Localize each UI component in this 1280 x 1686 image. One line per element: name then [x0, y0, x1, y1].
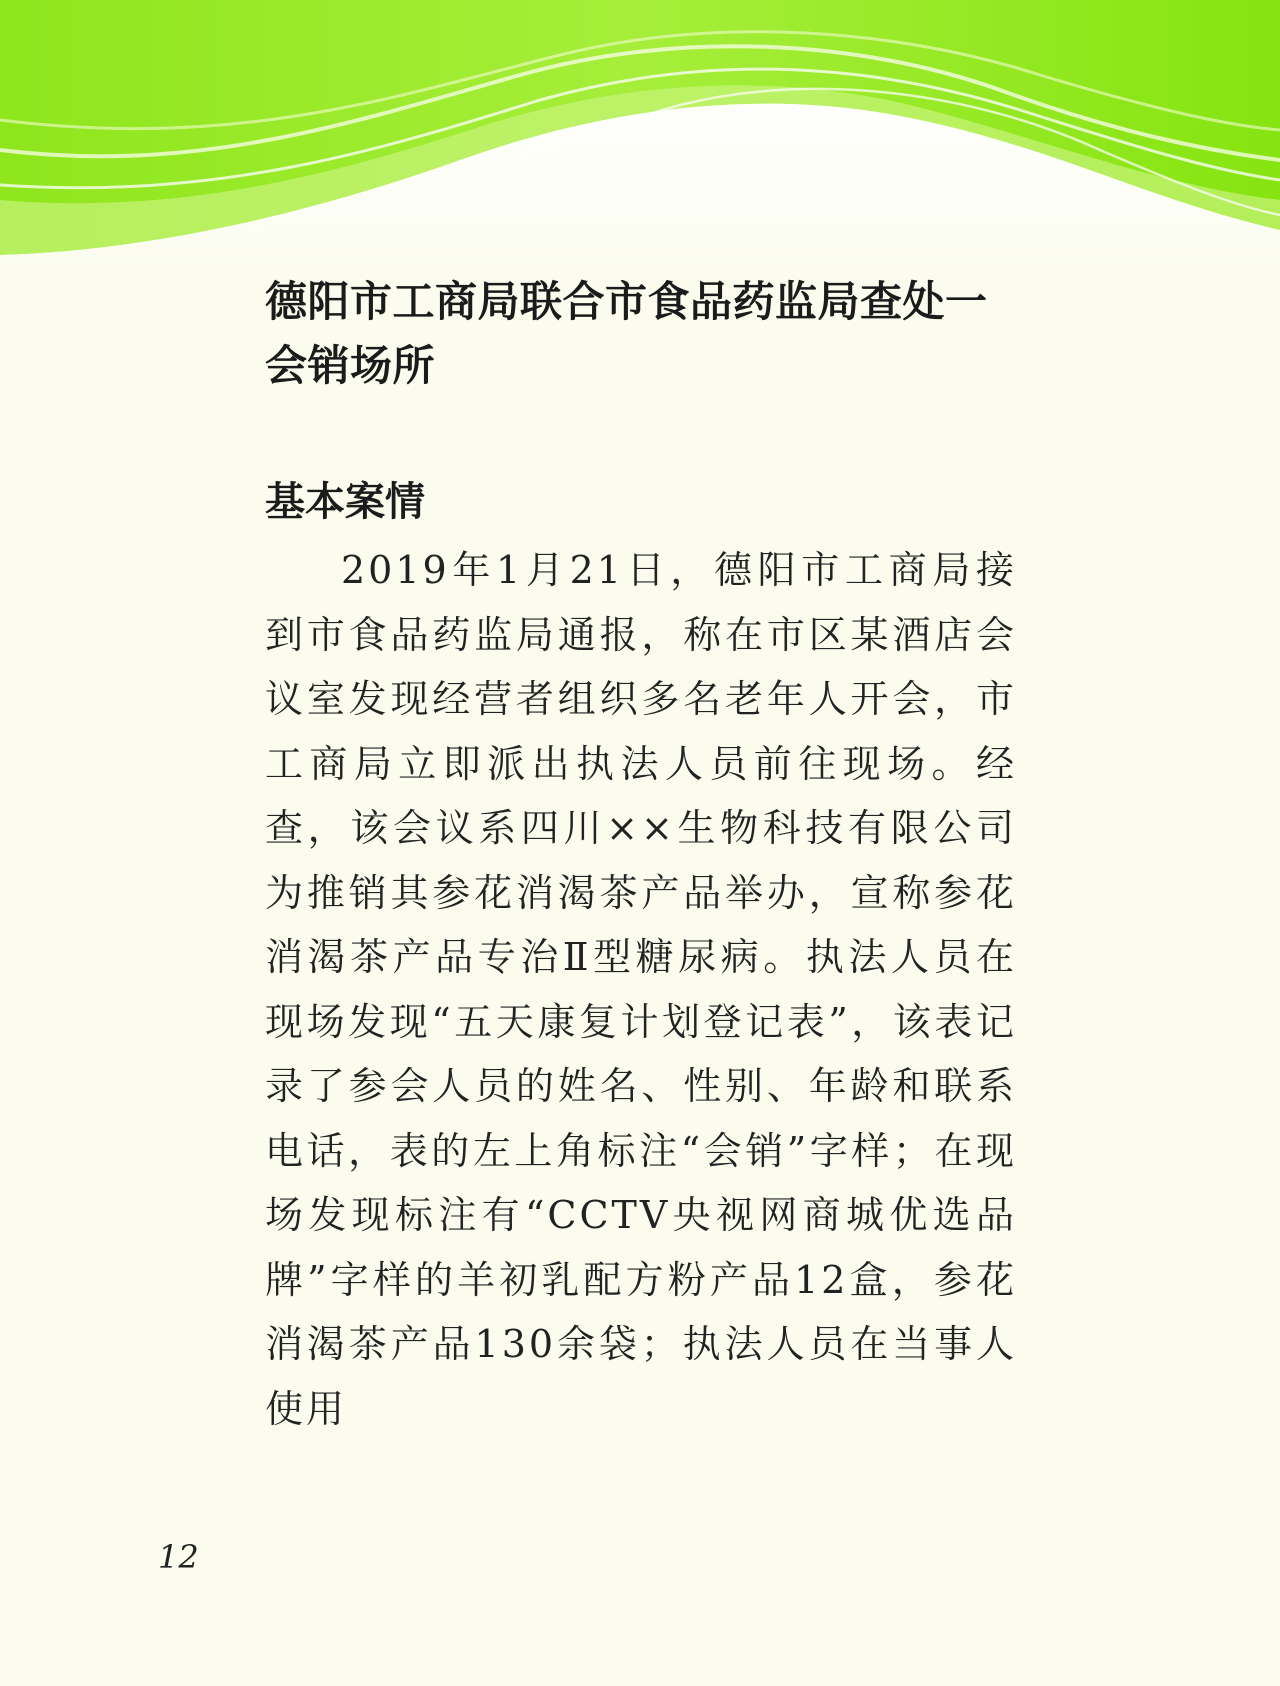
- page-number: 12: [158, 1538, 199, 1576]
- article-title: 德阳市工商局联合市食品药监局查处一会销场所: [265, 277, 988, 390]
- body-paragraph: 2019年1月21日，德阳市工商局接到市食品药监局通报，称在市区某酒店会议室发现经营者组织多名老年人开会，市工商局立即派出执法人员前往现场。经查，该会议系四川××生物科技有限公司为推销其参花消渴茶产品举办，宣称参花消渴茶产品专治Ⅱ型糖尿病。执法人员在现场发现“五天康复计划登记表”，该表记录了参会人员的姓名、性别、年龄和联系电话，表的左上角标注“会销”字样；在现场发现标注有“CCTV央视网商城优选品牌”字样的羊初乳配方粉产品12盒，参花消渴茶产品130余袋；执法人员在当事人使用: [265, 548, 1017, 1431]
- section-heading: 基本案情: [265, 479, 425, 525]
- header-wave-decoration: [0, 0, 1280, 280]
- article-content: [265, 270, 1017, 1441]
